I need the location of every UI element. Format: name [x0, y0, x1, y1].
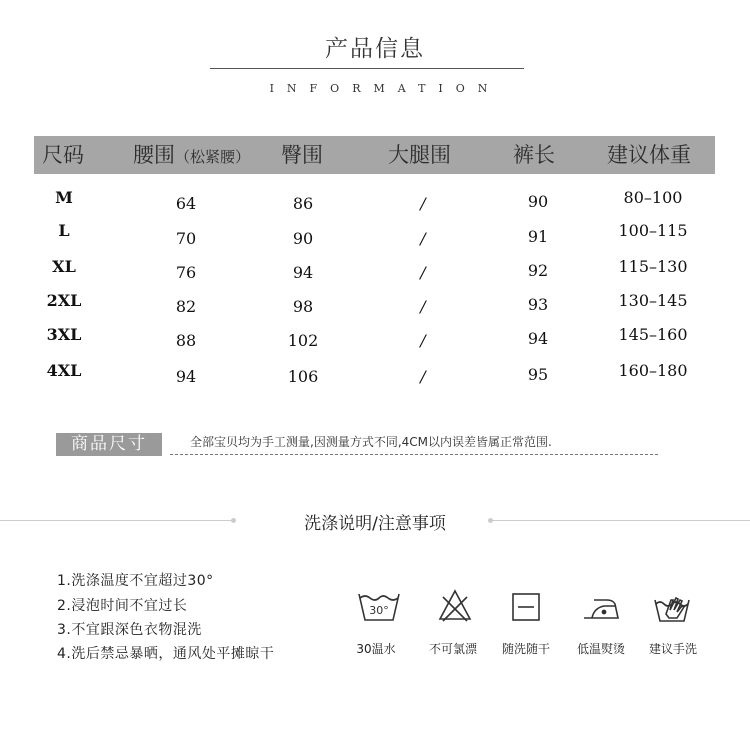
cell-thigh: / [420, 263, 426, 282]
cell-hip: 106 [287, 367, 319, 386]
cell-hip: 90 [292, 229, 314, 248]
size-note-label: 商品尺寸 [56, 433, 162, 456]
wash-divider-right [492, 520, 750, 521]
cell-size: 4XL [46, 361, 82, 380]
wash-30-label: 30温水 [356, 642, 396, 656]
cell-thigh: / [420, 367, 426, 386]
size-note-text: 全部宝贝均为手工测量,因测量方式不同,4CM以内误差皆属正常范围. [190, 435, 552, 449]
header-waist-note: （松紧腰） [175, 148, 251, 166]
cell-length: 90 [527, 192, 549, 211]
cell-waist: 70 [175, 229, 197, 248]
cell-length: 93 [527, 295, 549, 314]
cell-weight: 115–130 [618, 257, 688, 276]
cell-thigh: / [420, 331, 426, 350]
size-table-header [34, 136, 715, 174]
table-row [0, 257, 750, 291]
note-dashed-divider [170, 454, 658, 455]
wash-instruction: 2.浸泡时间不宜过长 [57, 598, 188, 614]
cell-thigh: / [420, 194, 426, 213]
tumble-dry-label: 随洗随干 [501, 642, 551, 656]
header-size: 尺码 [42, 143, 84, 167]
header-length: 裤长 [513, 143, 555, 167]
cell-hip: 98 [292, 297, 314, 316]
low-iron-label: 低温熨烫 [576, 642, 626, 656]
cell-hip: 86 [292, 194, 314, 213]
header-waist-label: 腰围 [133, 143, 175, 167]
page-subtitle: INFORMATION [269, 82, 501, 95]
wash-section-title: 洗涤说明/注意事项 [304, 514, 446, 534]
cell-weight: 100–115 [618, 221, 688, 240]
header-thigh: 大腿围 [388, 143, 451, 167]
cell-length: 92 [527, 261, 549, 280]
cell-waist: 64 [175, 194, 197, 213]
header-hip: 臀围 [281, 143, 323, 167]
wash-instruction: 4.洗后禁忌暴晒，通风处平摊晾干 [57, 646, 275, 662]
cell-weight: 145–160 [618, 325, 688, 344]
cell-weight: 160–180 [618, 361, 688, 380]
cell-hip: 102 [287, 331, 319, 350]
wash-instruction: 3.不宜跟深色衣物混洗 [57, 622, 202, 638]
header-waist [133, 136, 250, 174]
cell-thigh: / [420, 229, 426, 248]
cell-weight: 130–145 [618, 291, 688, 310]
wash-temp-label: 30° [369, 604, 389, 617]
tumble-dry-icon [505, 588, 549, 626]
cell-length: 95 [527, 365, 549, 384]
cell-hip: 94 [292, 263, 314, 282]
cell-waist: 82 [175, 297, 197, 316]
cell-length: 94 [527, 329, 549, 348]
cell-size: M [55, 188, 73, 207]
no-bleach-icon [433, 588, 477, 626]
table-row [0, 188, 750, 222]
cell-waist: 88 [175, 331, 197, 350]
wash-instruction: 1.洗涤温度不宜超过30° [57, 573, 214, 589]
cell-length: 91 [527, 227, 549, 246]
cell-size: 3XL [46, 325, 82, 344]
cell-weight: 80–100 [623, 188, 683, 207]
page-title: 产品信息 [325, 36, 425, 62]
table-row [0, 361, 750, 395]
cell-size: 2XL [46, 291, 82, 310]
title-divider [210, 68, 524, 69]
hand-wash-label: 建议手洗 [648, 642, 698, 656]
cell-waist: 76 [175, 263, 197, 282]
table-row [0, 221, 750, 255]
cell-waist: 94 [175, 367, 197, 386]
cell-thigh: / [420, 297, 426, 316]
no-bleach-label: 不可氯漂 [428, 642, 478, 656]
cell-size: L [58, 221, 70, 240]
hand-wash-icon [651, 588, 695, 626]
wash-30-icon [357, 588, 401, 626]
low-iron-icon [580, 588, 624, 626]
cell-size: XL [52, 257, 76, 276]
table-row [0, 291, 750, 325]
header-weight: 建议体重 [607, 143, 691, 167]
table-row [0, 325, 750, 359]
